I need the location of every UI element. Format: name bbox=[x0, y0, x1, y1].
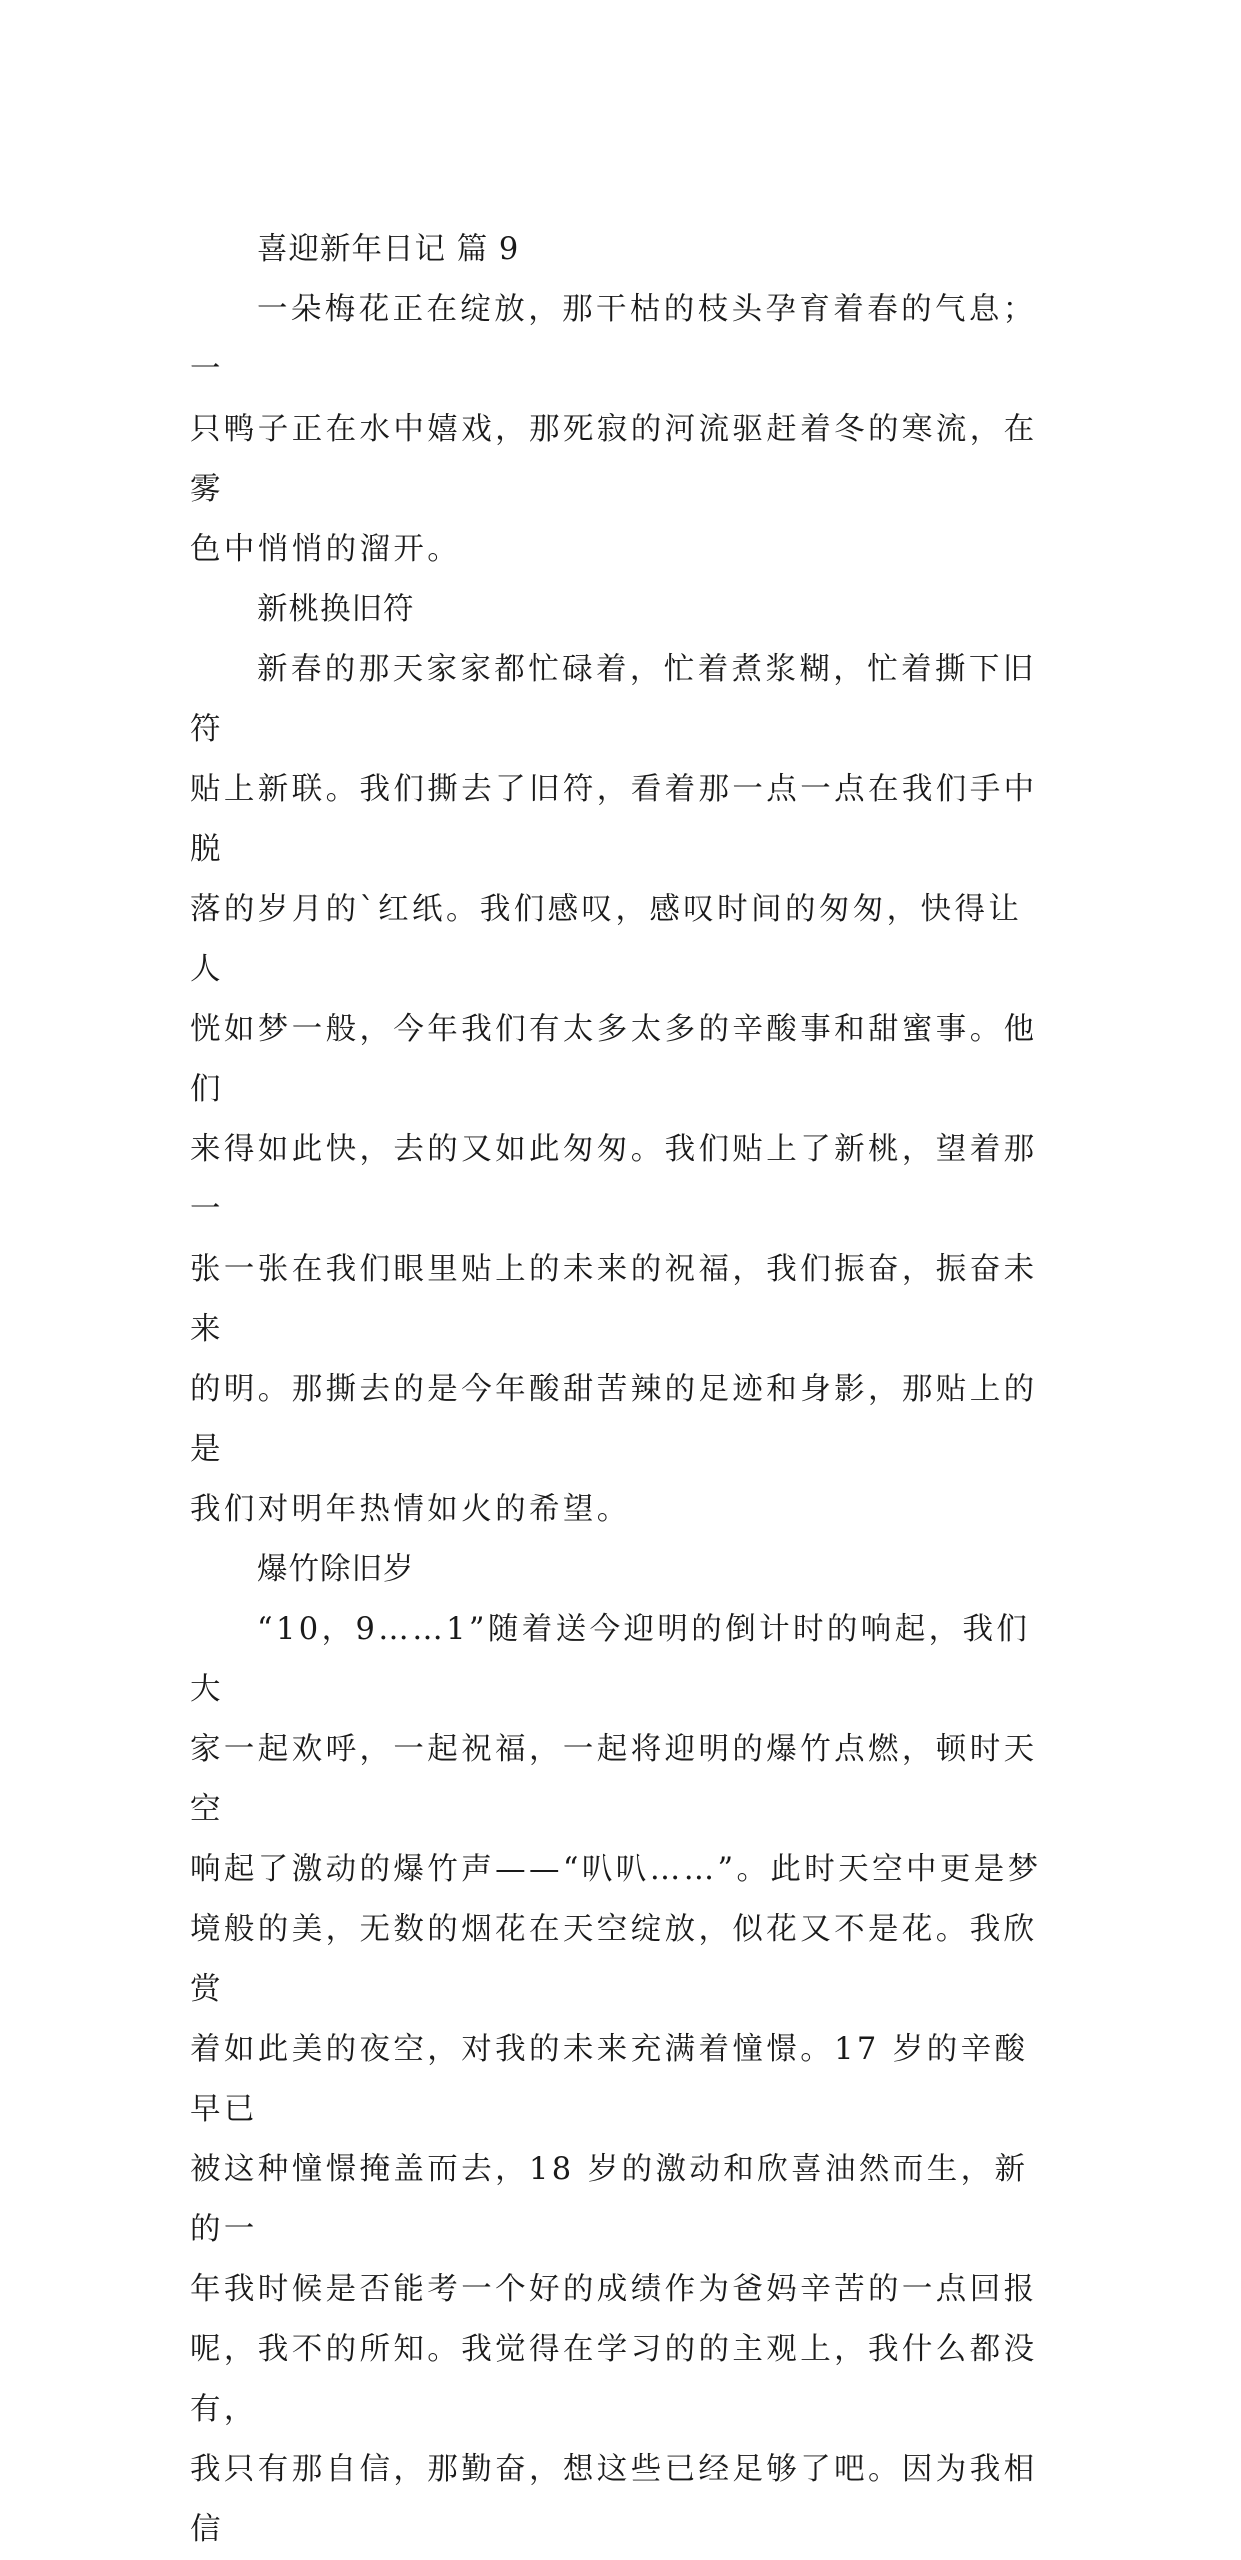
document-title: 喜迎新年日记 篇 9 bbox=[257, 232, 520, 267]
document-body bbox=[190, 220, 1050, 2560]
section-heading-firecrackers: 爆竹除旧岁 bbox=[257, 1552, 415, 1587]
paragraph-firecrackers: “10，9……1”随着送今迎明的倒计时的响起，我们大 家一起欢呼，一起祝福，一起将迎明的爆竹点燃，顿时天空 响起了激动的爆竹声——“叭叭……”。此时天空中更是梦 境般的美，无数的烟花在天空绽放，似花又不是花。我欣赏 着如此美的夜空，对我的未来充满着憧憬。17 岁的辛酸早已 被这种憧憬掩盖而去，18 岁的激动和欣喜油然而生，新的一 年我时候是否能考一个好的成绩作为爸妈辛苦的一点回报 呢，我不的所知。我觉得在学习的的主观上，我什么都没有， 我只有那自信，那勤奋，想这些已经足够了吧。因为我相信 bbox=[190, 1612, 1042, 2547]
section-heading-new-couplets: 新桃换旧符 bbox=[257, 592, 415, 627]
paragraph-plum-blossom: 一朵梅花正在绽放，那干枯的枝头孕育着春的气息；一 只鸭子正在水中嬉戏，那死寂的河流驱赶着冬的寒流，在雾 色中悄悄的溜开。 bbox=[190, 292, 1038, 567]
paragraph-new-couplets: 新春的那天家家都忙碌着，忙着煮浆糊，忙着撕下旧符 贴上新联。我们撕去了旧符，看着那一点一点在我们手中脱 落的岁月的`红纸。我们感叹，感叹时间的匆匆，快得让人 恍如梦一般，今年我们有太多太多的辛酸事和甜蜜事。他们 来得如此快，去的又如此匆匆。我们贴上了新桃，望着那一 张一张在我们眼里贴上的未来的祝福，我们振奋，振奋未来 的明。那撕去的是今年酸甜苦辣的足迹和身影，那贴上的是 我们对明年热情如火的希望。 bbox=[190, 652, 1038, 1527]
